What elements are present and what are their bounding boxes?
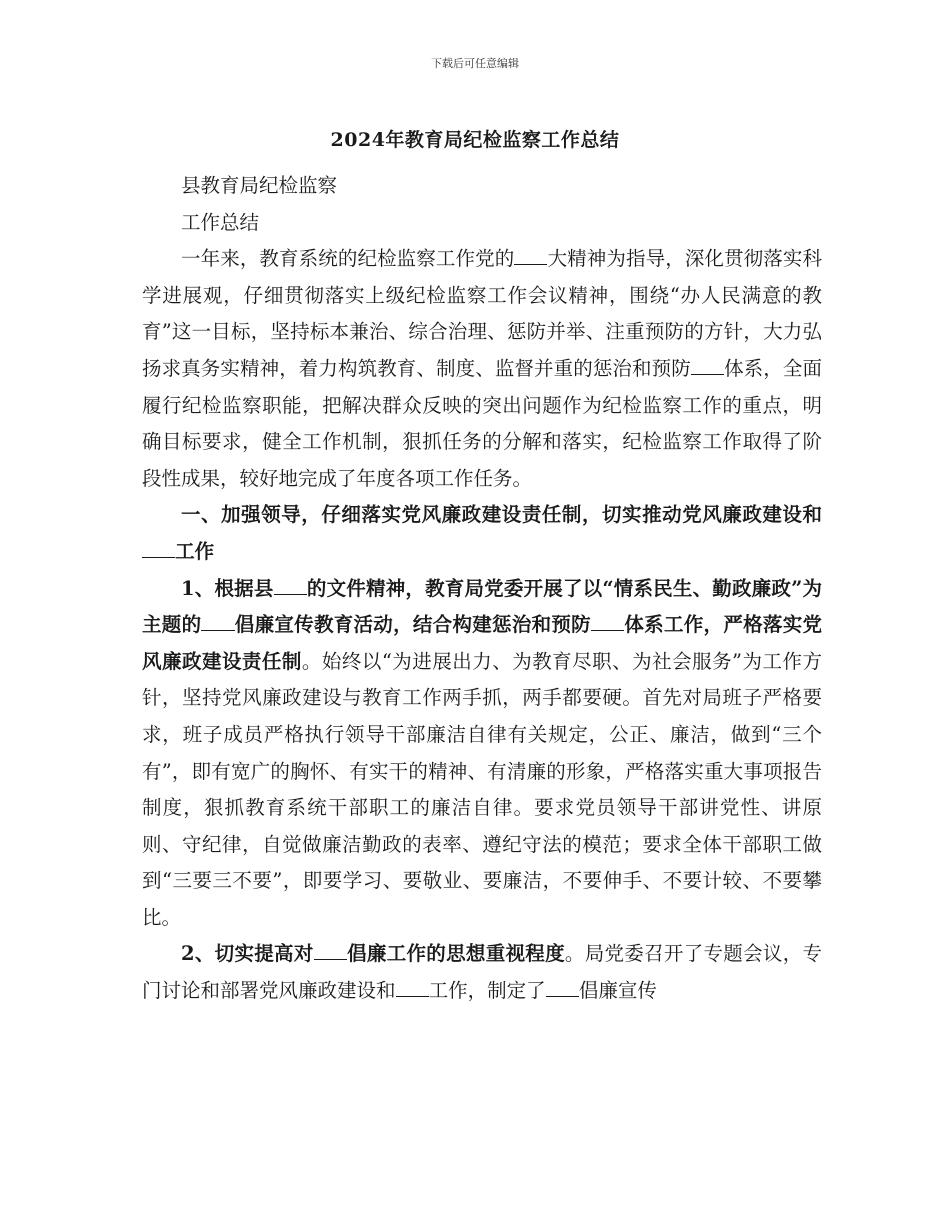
- item-1-lead-text-2: 的文件精神，教育局党委开展了以“情系民生、勤政廉政”为主题的: [142, 576, 822, 637]
- blank-underline: [591, 611, 624, 632]
- item-2-body-1: 。局党委召开了专题会议，专门讨论和部署党风廉政建设和: [142, 942, 822, 1003]
- document-body: [142, 168, 822, 1010]
- blank-underline: [514, 245, 547, 266]
- item-1-lead-text-1: 1、根据县: [181, 576, 274, 600]
- blank-underline: [546, 977, 579, 998]
- blank-underline: [201, 611, 234, 632]
- item-1-body: 。始终以“为进展出力、为教育尽职、为社会服务”为工作方针，坚持党风廉政建设与教育工作两手抓，两手都要硬。首先对局班子严格要求，班子成员严格执行领导干部廉洁自律有关规定，公正、廉洁，做到“三个有”，即有宽广的胸怀、有实干的精神、有清廉的形象，严格落实重大事项报告制度，狠抓教育系统干部职工的廉洁自律。要求党员领导干部讲党性、讲原则、守纪律，自觉做廉洁勤政的表率、遵纪守法的模范；要求全体干部职工做到“三要三不要”，即要学习、要敬业、要廉洁，不要伸手、不要计较、不要攀比。: [142, 649, 822, 929]
- item-2-body-3: 倡廉宣传: [578, 979, 657, 1003]
- item-1-lead-text-4: 体系工作，严格落实党风廉政建设责任制: [142, 613, 822, 673]
- item-1-paragraph: [142, 571, 822, 937]
- intro-paragraph: [142, 241, 822, 497]
- blank-underline: [314, 940, 347, 961]
- intro-text-3: 体系，全面履行纪检监察职能，把解决群众反映的突出问题作为纪检监察工作的重点，明确目标要求，健全工作机制，狠抓任务的分解和落实，纪检监察工作取得了阶段性成果，较好地完成了年度各项工作任务。: [142, 356, 822, 490]
- item-1-lead-text-3: 倡廉宣传教育活动，结合构建惩治和预防: [234, 613, 591, 637]
- item-2-paragraph: [142, 936, 822, 1009]
- intro-text-1: 一年来，教育系统的纪检监察工作党的: [181, 247, 515, 271]
- page-header-note: 下载后可任意编辑: [431, 57, 519, 70]
- author-line-2: 工作总结: [181, 210, 260, 234]
- item-2-lead-text-1: 2、切实提高对: [181, 942, 314, 966]
- document-title: 2024年教育局纪检监察工作总结: [330, 129, 620, 151]
- item-2-body-2: 工作，制定了: [428, 979, 546, 1003]
- blank-underline: [142, 537, 175, 558]
- blank-underline: [274, 574, 307, 595]
- blank-underline: [396, 977, 429, 998]
- author-line: 县教育局纪检监察: [181, 174, 338, 197]
- item-2-lead: [181, 942, 565, 965]
- intro-text-2: 大精神为指导，深化贯彻落实科学进展观，仔细贯彻落实上级纪检监察工作会议精神，围绕“办人民满意的教育”这一目标，坚持标本兼治、综合治理、惩防并举、注重预防的方针，大力弘扬求真务实精神，着力构筑教育、制度、监督并重的惩治和预防: [142, 247, 822, 380]
- blank-underline: [691, 354, 724, 375]
- section-heading-text-1: 一、加强领导，仔细落实党风廉政建设责任制，切实推动党风廉政建设和: [181, 503, 822, 527]
- section-heading-1: [142, 497, 822, 570]
- section-heading-text-2: 工作: [175, 539, 215, 563]
- item-2-lead-text-2: 倡廉工作的思想重视程度: [346, 942, 565, 966]
